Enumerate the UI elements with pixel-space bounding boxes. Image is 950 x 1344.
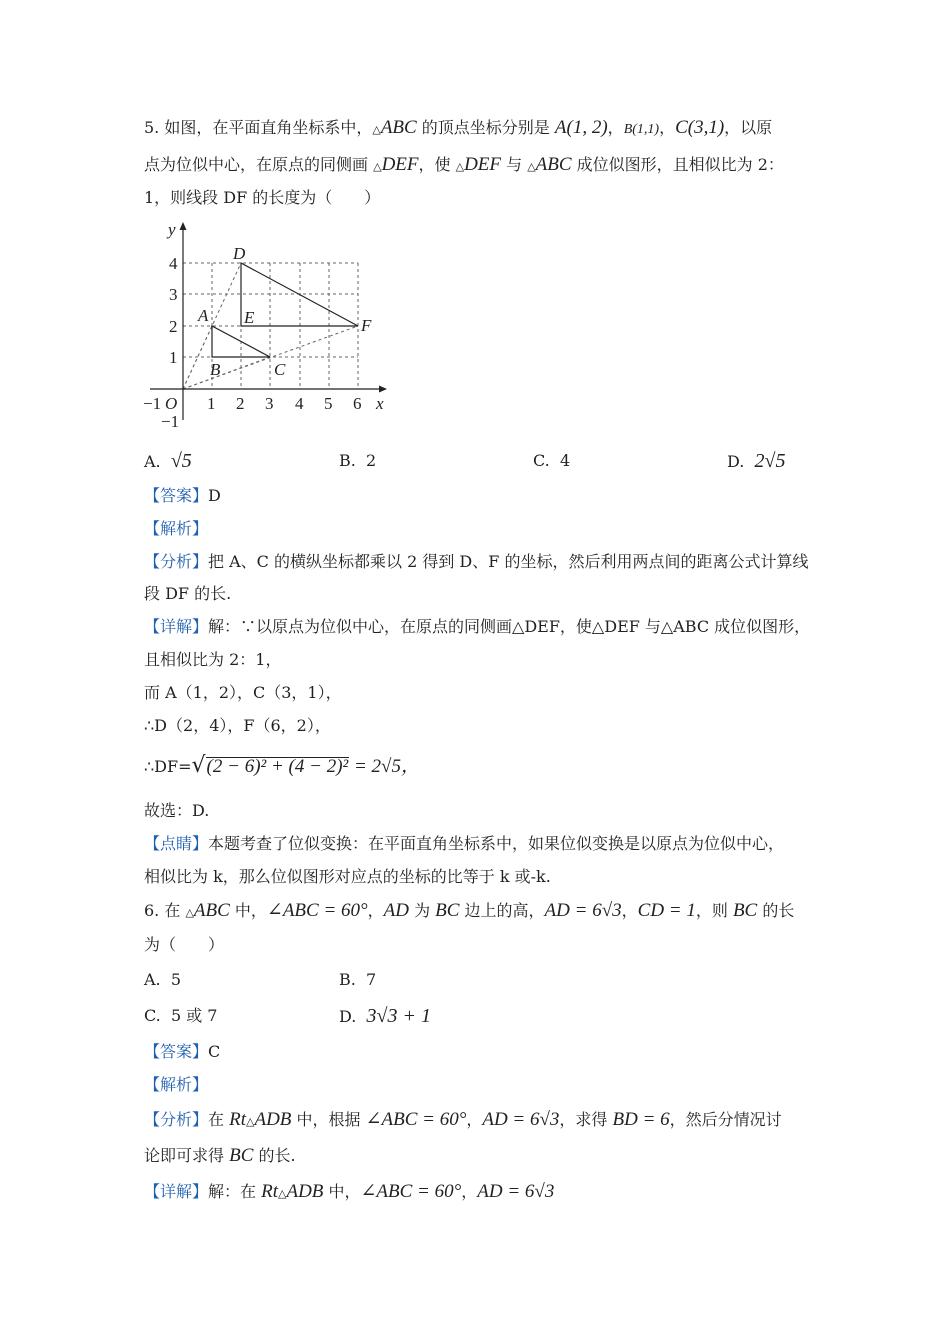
q6-line-1 [144,899,794,925]
q5-line-3: 1，则线段 DF 的长度为（ ） [144,188,381,207]
q5-option-d[interactable] [727,449,786,474]
q5-xiangjie-1 [144,615,810,639]
math-bc: BC [229,1145,254,1166]
answer-tag: 【答案】 [144,486,209,505]
q6-fenxi-1 [144,1108,782,1134]
sqrt-expression: (2 − 6)² + (4 − 2)² [206,756,349,777]
option-value: 4 [559,451,571,470]
answer-value: D [208,486,221,505]
axes [150,222,387,420]
text: 本题考查了位似变换：在平面直角坐标系中，如果位似变换是以原点为位似中心， [208,834,785,853]
q6-xiangjie-1 [144,1180,554,1206]
q5-fenxi-2: 段 DF 的长. [144,584,232,603]
q6-fenxi-2 [144,1144,296,1168]
math-abc: ABC [193,900,230,921]
q5-dianjing-1 [144,832,784,856]
answer-tag: 【答案】 [144,1042,209,1061]
math-rt: Rt [261,1181,278,1202]
q5-line-2 [144,153,784,179]
q5-answer [144,484,221,508]
coordinate-graph [140,215,400,440]
triangle-symbol: △ [246,1115,255,1128]
option-value: 7 [366,970,377,989]
point-label-b: B [210,360,221,379]
q5-xiangjie-5: ∴DF=√(2 − 6)² + (4 − 2)² = 2√5， [144,753,420,778]
axis-x-label: x [376,394,384,413]
text: ，求得 [559,1110,613,1129]
text: ，然后分情况讨 [669,1110,782,1129]
q5-fenxi-1 [144,550,808,574]
math-point-a: A(1, 2) [554,117,608,138]
math-abc: ABC [380,117,417,138]
xiangjie-tag: 【详解】 [144,1182,209,1201]
option-value: 2√5 [754,450,786,472]
q5-line-1 [144,116,772,142]
math-bd-value: BD = 6 [612,1109,670,1130]
math-ad-value: AD = 6√3 [477,1181,555,1202]
fenxi-tag: 【分析】 [144,552,209,571]
fenxi-tag: 【分析】 [144,1110,209,1129]
math-def: DEF [381,154,419,175]
math-ad-value: AD = 6√3 [482,1109,560,1130]
math-angle: ∠ABC = 60° [360,1181,462,1202]
triangle-symbol: △ [373,160,382,173]
triangle-symbol: △ [527,160,536,173]
math-adb: ADB [286,1181,324,1202]
math-adb: ADB [254,1109,292,1130]
text: ， [659,118,676,137]
q5-option-b[interactable] [339,449,376,473]
point-label-d: D [233,244,246,263]
option-value: 2 [366,451,377,470]
q6-option-a[interactable] [144,968,181,992]
math-bc: BC [732,900,758,921]
y-tick-label: −1 [161,412,180,431]
math-rt: Rt [229,1109,246,1130]
text: 中，根据 [291,1110,366,1129]
option-value: 3√3 + 1 [366,1005,431,1027]
text: 为 [408,901,436,920]
text: 6. 在 [144,901,186,920]
text: 中， [323,1182,361,1201]
text: 把 A、C 的横纵坐标都乘以 2 得到 D、F 的坐标，然后利用两点间的距离公式计算线 [208,552,809,571]
text: ， [466,1110,483,1129]
math-abc: ABC [535,154,572,175]
math-angle: ∠ABC = 60° [266,900,368,921]
text: ∴DF= [144,757,192,776]
text: ，使 [418,155,456,174]
triangle-symbol: △ [455,160,465,173]
text: ， [461,1182,478,1201]
q6-line-2: 为（ ） [144,935,225,954]
point-label-a: A [198,306,209,325]
x-tick-label: 3 [265,394,274,413]
q6-option-c[interactable] [144,1004,217,1028]
q5-option-c[interactable] [533,449,570,473]
q5-xiangjie-2: 且相似比为 2：1， [144,650,282,669]
option-letter: C. [144,1006,161,1025]
option-letter: B. [339,970,356,989]
math-ad-value: AD = 6√3 [544,900,622,921]
text: 解：∵以原点为位似中心，在原点的同侧画△DEF，使△DEF 与△ABC 成位似图形， [208,617,811,636]
text: 在 [208,1110,230,1129]
math-bc: BC [435,900,460,921]
text: 论即可求得 [144,1146,230,1165]
math-ad: AD [383,900,409,921]
q5-dianjing-2: 相似比为 k，那么位似图形对应点的坐标的比等于 k 或-k. [144,867,551,886]
math-point-c: C(3,1) [675,117,725,138]
y-tick-label: 3 [169,285,178,304]
text: ，以原 [724,118,773,137]
text: 解：在 [208,1182,262,1201]
y-tick-label: 2 [169,317,178,336]
triangles [212,263,358,357]
text: ， [621,901,638,920]
q6-option-d[interactable] [339,1004,431,1029]
q6-answer [144,1040,220,1064]
text: 成位似图形，且相似比为 2： [571,155,784,174]
text: 5. 如图，在平面直角坐标系中， [144,118,373,137]
y-tick-label: 1 [169,348,178,367]
text: 的顶点坐标分别是 [416,118,555,137]
text: 与 [501,155,528,174]
text: ， [367,901,384,920]
option-letter: A. [144,452,161,471]
option-letter: A. [144,970,161,989]
x-tick-label: 2 [236,394,245,413]
triangle-symbol: △ [185,906,194,919]
y-tick-label: 4 [169,254,178,273]
option-value: 5 或 7 [170,1006,218,1025]
text: 中， [229,901,267,920]
point-label-e: E [244,308,255,327]
option-value: 5 [170,970,181,989]
origin-label: O [165,394,178,413]
axis-y-label: y [168,220,176,239]
option-letter: C. [533,451,550,470]
text: 点为位似中心，在原点的同侧画 [144,155,374,174]
q5-xiangjie-3: 而 A（1，2），C（3，1）， [144,683,342,702]
answer-value: C [208,1042,221,1061]
text: = 2√5， [349,756,420,777]
x-tick-label: −1 [143,394,162,413]
dianjing-tag: 【点睛】 [144,834,209,853]
math-angle: ∠ABC = 60° [365,1109,467,1130]
q6-analysis-tag: 【解析】 [144,1075,209,1094]
triangle-symbol: △ [278,1187,287,1200]
x-tick-label: 6 [353,394,362,413]
text: 的长 [757,901,795,920]
q5-guxuan: 故选：D. [144,801,210,820]
option-letter: D. [339,1007,357,1026]
q5-analysis-tag: 【解析】 [144,519,209,538]
text: 边上的高， [459,901,545,920]
text: ，则 [695,901,733,920]
q6-option-b[interactable] [339,968,376,992]
x-tick-label: 1 [207,394,216,413]
xiangjie-tag: 【详解】 [144,617,209,636]
text: ， [607,118,624,137]
q5-option-a[interactable] [144,449,192,474]
option-value: √5 [170,450,192,472]
triangle-symbol: △ [372,123,381,136]
math-cd-value: CD = 1 [637,900,696,921]
x-tick-label: 5 [324,394,333,413]
option-letter: B. [339,451,356,470]
option-letter: D. [727,452,745,471]
math-point-b: B(1,1) [623,122,660,137]
x-tick-label: 4 [295,394,304,413]
text: 的长. [253,1146,296,1165]
math-def: DEF [464,154,501,175]
q5-xiangjie-4: ∴D（2，4），F（6，2）， [144,716,331,735]
point-label-f: F [361,316,372,335]
point-label-c: C [274,360,286,379]
